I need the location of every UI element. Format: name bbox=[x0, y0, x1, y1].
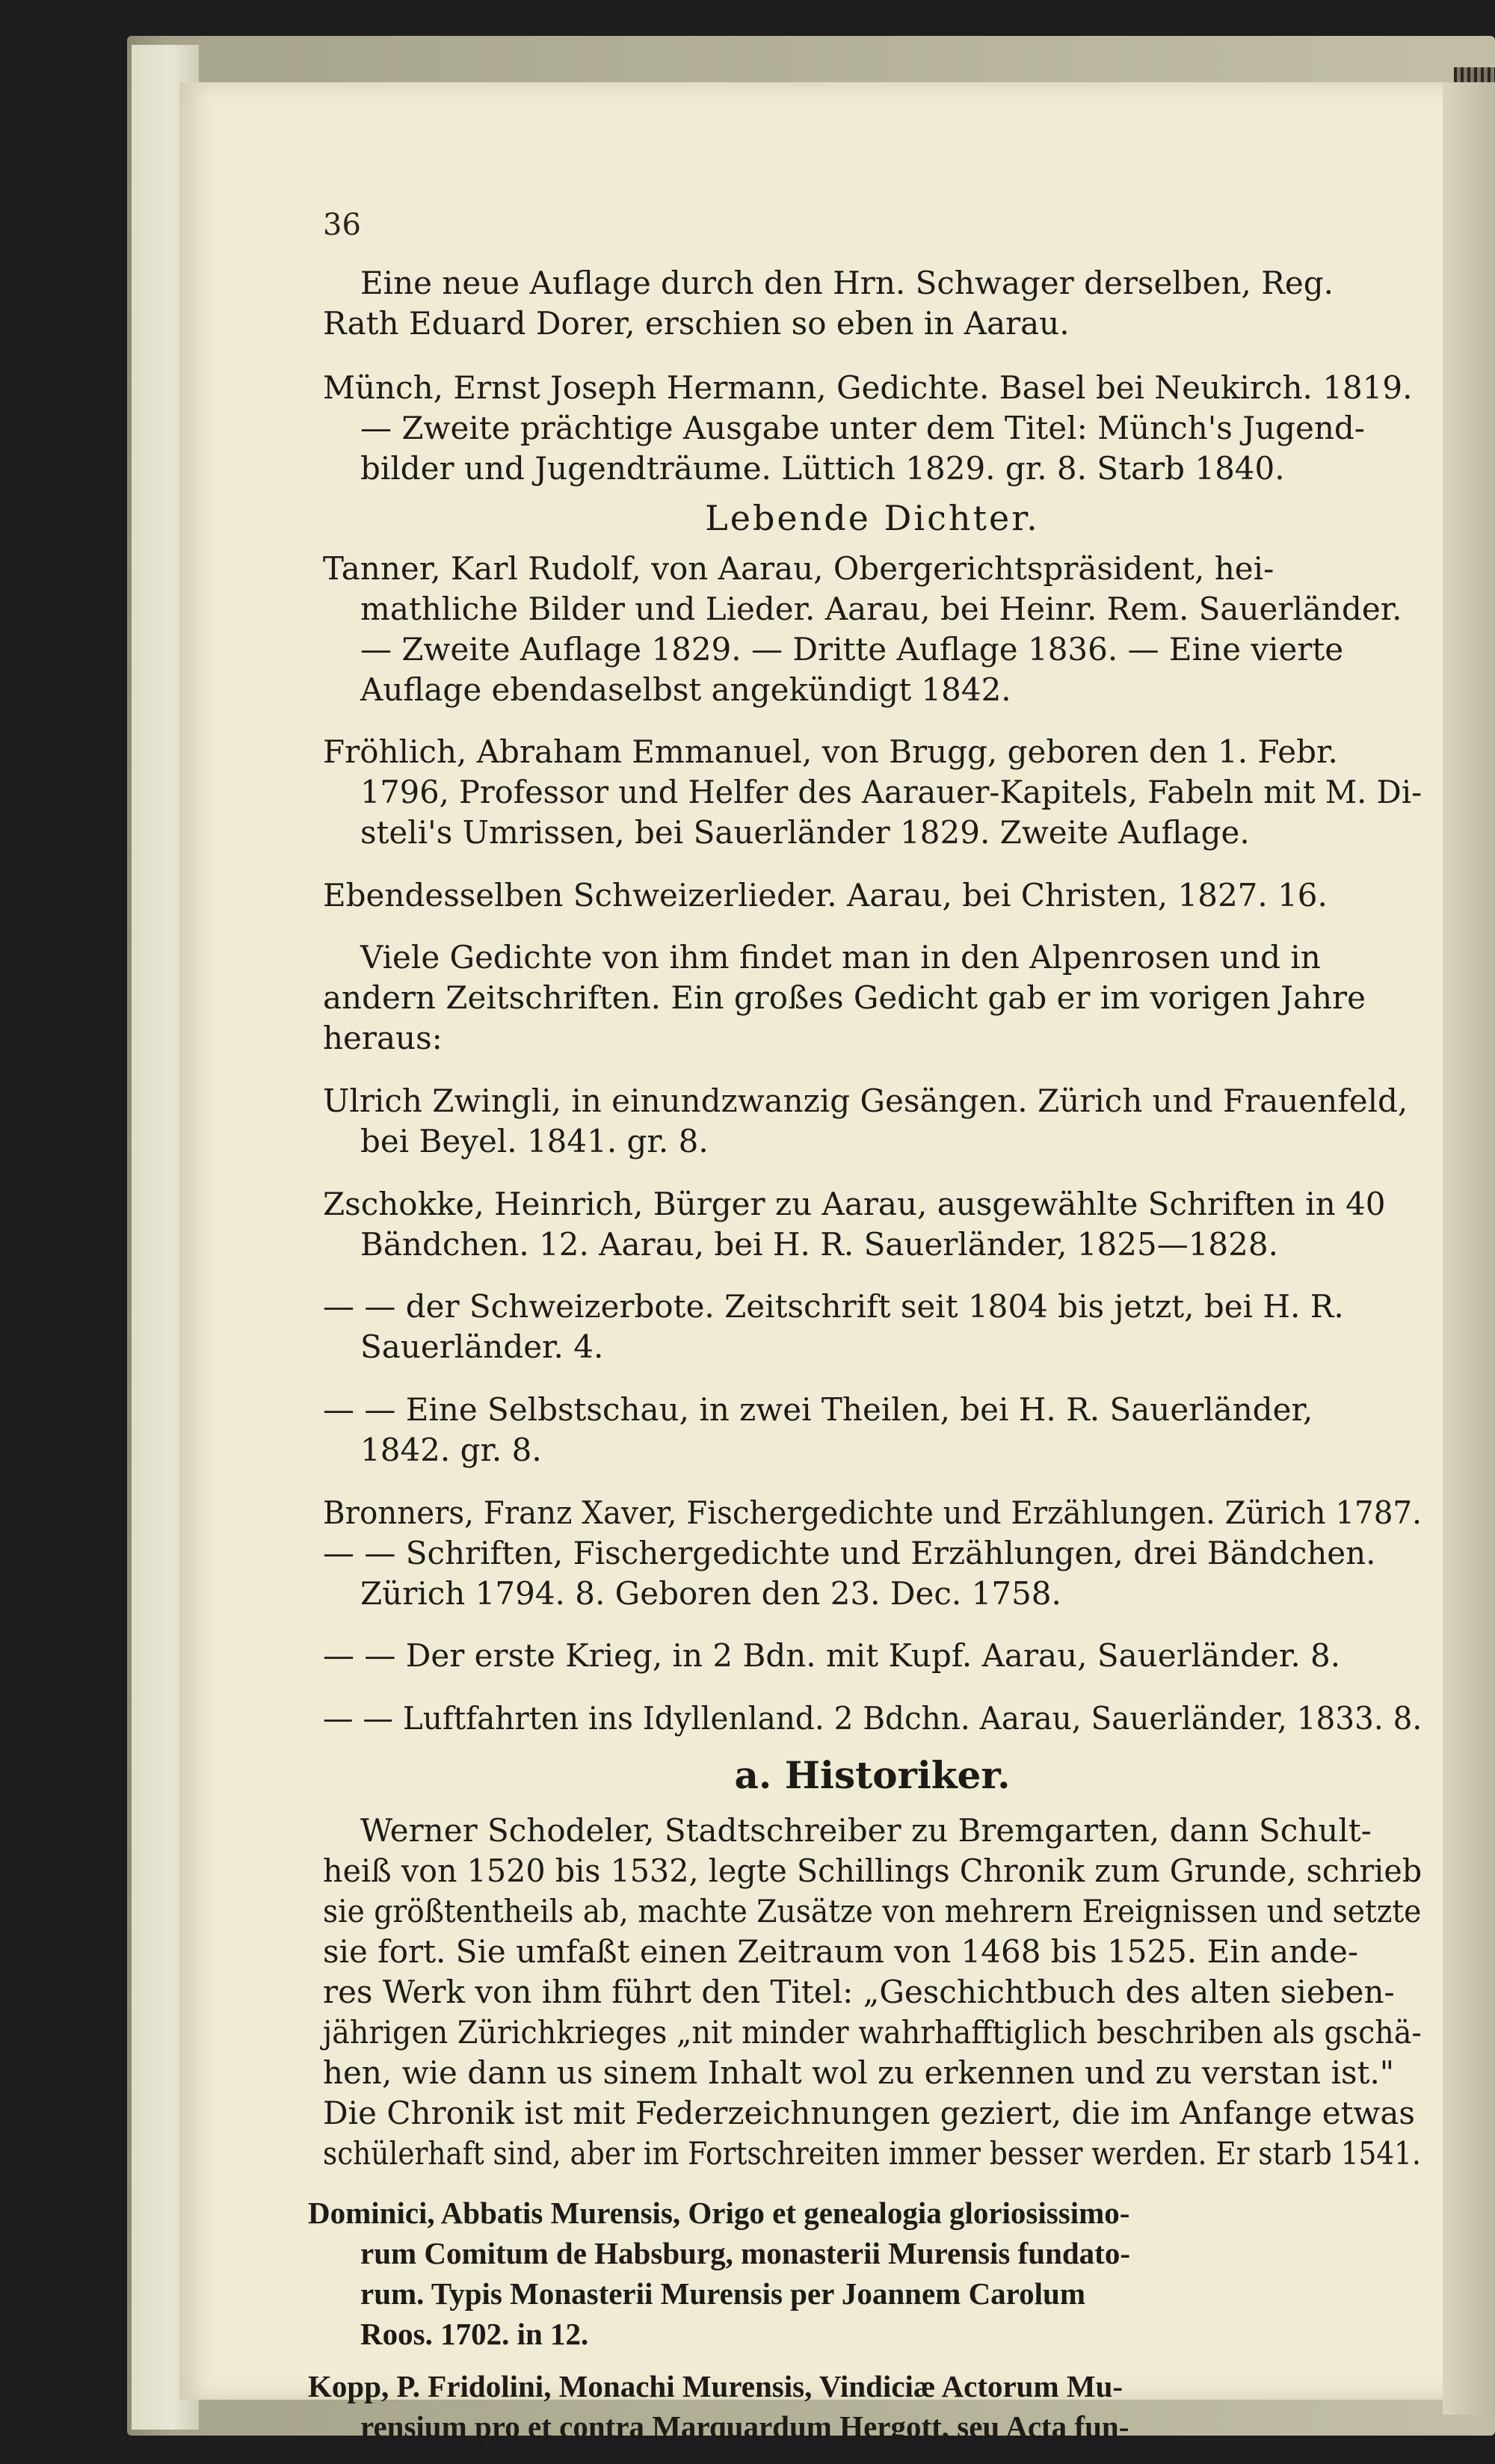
binding-stitch bbox=[1454, 67, 1495, 82]
text-line: heiß von 1520 bis 1532, legte Schillings Chronik zum Grunde, schrieb bbox=[323, 1852, 1422, 1889]
text-line: 1842. gr. 8. bbox=[360, 1432, 542, 1468]
section-heading-living-poets: Lebende Dichter. bbox=[705, 498, 1040, 538]
text-line: heraus: bbox=[323, 1020, 443, 1056]
latin-entry-line: Kopp, P. Fridolini, Monachi Murensis, Vindiciæ Actorum Mu- bbox=[308, 2369, 1123, 2403]
text-line: Viele Gedichte von ihm findet man in den Alpenrosen und in bbox=[360, 939, 1321, 976]
section-heading-historians: a. Historiker. bbox=[734, 1753, 1011, 1797]
text-line: schülerhaft sind, aber im Fortschreiten immer besser werden. Er starb 1541. bbox=[323, 2135, 1421, 2172]
latin-entry-line: Roos. 1702. in 12. bbox=[360, 2317, 589, 2351]
latin-entry-line: rum Comitum de Habsburg, monasterii Murensis fundato- bbox=[360, 2236, 1130, 2270]
text-line: bilder und Jugendträume. Lüttich 1829. gr. 8. Starb 1840. bbox=[360, 450, 1285, 487]
text-line: bei Beyel. 1841. gr. 8. bbox=[360, 1123, 709, 1159]
text-line: — — Eine Selbstschau, in zwei Theilen, bei H. R. Sauerländer, bbox=[323, 1391, 1313, 1428]
text-line: Fröhlich, Abraham Emmanuel, von Brugg, geboren den 1. Febr. bbox=[323, 733, 1338, 770]
text-line: sie größtentheils ab, machte Zusätze von mehrern Ereignissen und setzte bbox=[323, 1893, 1422, 1929]
text-line: 1796, Professor und Helfer des Aarauer-Kapitels, Fabeln mit M. Di- bbox=[360, 774, 1422, 810]
text-line: sie fort. Sie umfaßt einen Zeitraum von 1468 bis 1525. Ein ande- bbox=[323, 1933, 1359, 1970]
text-line: Die Chronik ist mit Federzeichnungen geziert, die im Anfange etwas bbox=[323, 2095, 1415, 2131]
text-line: — — Luftfahrten ins Idyllenland. 2 Bdchn. Aarau, Sauerländer, 1833. 8. bbox=[323, 1700, 1422, 1737]
text-line: hen, wie dann us sinem Inhalt wol zu erkennen und zu verstan ist." bbox=[323, 2054, 1395, 2091]
text-line: Ulrich Zwingli, in einundzwanzig Gesängen. Zürich und Frauenfeld, bbox=[323, 1082, 1408, 1119]
text-line: Bronners, Franz Xaver, Fischergedichte und Erzählungen. Zürich 1787. bbox=[323, 1494, 1422, 1531]
text-line: mathliche Bilder und Lieder. Aarau, bei Heinr. Rem. Sauerländer. bbox=[360, 591, 1402, 627]
next-page-edge bbox=[1443, 82, 1495, 2415]
text-line: Auflage ebendaselbst angekündigt 1842. bbox=[360, 671, 1011, 708]
text-line: Eine neue Auflage durch den Hrn. Schwager derselben, Reg. bbox=[360, 265, 1334, 301]
text-line: Zürich 1794. 8. Geboren den 23. Dec. 1758. bbox=[360, 1575, 1061, 1612]
text-line: Ebendesselben Schweizerlieder. Aarau, bei Christen, 1827. 16. bbox=[323, 877, 1328, 914]
text-line: Tanner, Karl Rudolf, von Aarau, Obergerichtspräsident, hei- bbox=[323, 550, 1274, 587]
text-line: — — Schriften, Fischergedichte und Erzählungen, drei Bändchen. bbox=[323, 1535, 1376, 1571]
latin-entry-line: rum. Typis Monasterii Murensis per Joannem Carolum bbox=[360, 2276, 1085, 2311]
page-number: 36 bbox=[323, 208, 361, 242]
text-line: — — der Schweizerbote. Zeitschrift seit 1804 bis jetzt, bei H. R. bbox=[323, 1288, 1344, 1325]
text-line: Sauerländer. 4. bbox=[360, 1328, 604, 1365]
text-line: Bändchen. 12. Aarau, bei H. R. Sauerländer, 1825—1828. bbox=[360, 1226, 1278, 1263]
latin-entry-line: Dominici, Abbatis Murensis, Origo et genealogia gloriosissimo- bbox=[308, 2196, 1130, 2230]
text-line: — — Der erste Krieg, in 2 Bdn. mit Kupf. Aarau, Sauerländer. 8. bbox=[323, 1637, 1341, 1674]
text-line: Münch, Ernst Joseph Hermann, Gedichte. Basel bei Neukirch. 1819. bbox=[323, 369, 1413, 406]
text-line: res Werk von ihm führt den Titel: „Geschichtbuch des alten sieben- bbox=[323, 1974, 1395, 2010]
text-line: jährigen Zürichkrieges „nit minder wahrhafftiglich beschriben als gschä- bbox=[323, 2014, 1422, 2051]
text-line: andern Zeitschriften. Ein großes Gedicht gab er im vorigen Jahre bbox=[323, 979, 1366, 1016]
text-line: — Zweite Auflage 1829. — Dritte Auflage 1836. — Eine vierte bbox=[360, 631, 1344, 668]
latin-entry-line: rensium pro et contra Marquardum Hergott, seu Acta fun- bbox=[360, 2409, 1129, 2444]
text-line: — Zweite prächtige Ausgabe unter dem Titel: Münch's Jugend- bbox=[360, 410, 1365, 446]
text-line: Rath Eduard Dorer, erschien so eben in Aarau. bbox=[323, 305, 1070, 342]
text-line: Zschokke, Heinrich, Bürger zu Aarau, ausgewählte Schriften in 40 bbox=[323, 1186, 1386, 1222]
text-line: Werner Schodeler, Stadtschreiber zu Bremgarten, dann Schult- bbox=[360, 1812, 1372, 1849]
text-line: steli's Umrissen, bei Sauerländer 1829. Zweite Auflage. bbox=[360, 814, 1250, 851]
